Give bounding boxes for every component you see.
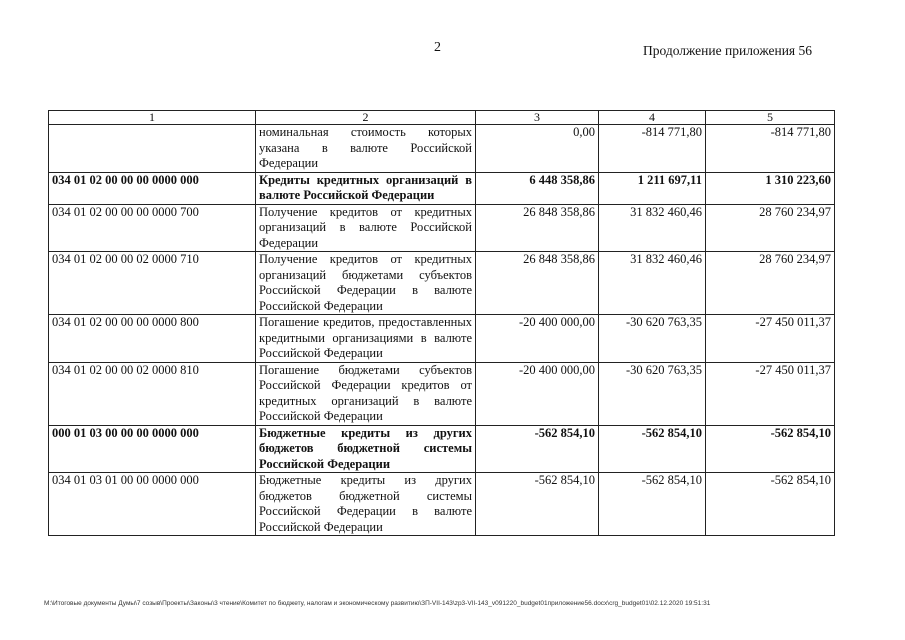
continuation-title: Продолжение приложения 56 (643, 43, 813, 58)
header-col-1: 1 (49, 111, 256, 125)
header-row (49, 111, 835, 125)
value-col-5-cell: 28 760 234,97 (706, 252, 835, 315)
name-cell: Кредиты кредитных организаций в валюте Российской Федерации (256, 172, 476, 204)
name-cell: Бюджетные кредиты из других бюджетов бюджетной системы Российской Федерации (256, 425, 476, 473)
code-cell: 034 01 02 00 00 02 0000 810 (49, 362, 256, 425)
table-row (49, 204, 835, 252)
code-cell: 034 01 02 00 00 00 0000 000 (49, 172, 256, 204)
code-cell: 034 01 03 01 00 00 0000 000 (49, 473, 256, 536)
name-cell: Получение кредитов от кредитных организаций бюджетами субъектов Российской Федерации в валюте Российской Федерации (256, 252, 476, 315)
value-col-3-cell: 26 848 358,86 (476, 252, 599, 315)
value-col-3-cell: 0,00 (476, 125, 599, 173)
value-col-3-cell: -20 400 000,00 (476, 362, 599, 425)
value-col-4-cell: -562 854,10 (599, 425, 706, 473)
code-cell (49, 125, 256, 173)
value-col-3-cell: 26 848 358,86 (476, 204, 599, 252)
name-cell: Бюджетные кредиты из других бюджетов бюджетной системы Российской Федерации в валюте Российской Федерации (256, 473, 476, 536)
header-col-3: 3 (476, 111, 599, 125)
file-path-footer: M:\Итоговые документы Думы\7 созыв\Проекты\Законы\3 чтение\Комитет по бюджету, налогам и экономическому развитию\ЗП-VII-143\zp3-VII-143_v091220_budget01приложение56.docx\crg_budget01\02.12.2020 19:51:31 (44, 600, 711, 607)
table-row (49, 425, 835, 473)
value-col-4-cell: 31 832 460,46 (599, 204, 706, 252)
value-col-5-cell: -562 854,10 (706, 425, 835, 473)
value-col-3-cell: -562 854,10 (476, 425, 599, 473)
name-cell: Погашение кредитов, предоставленных кредитными организациями в валюте Российской Федерации (256, 315, 476, 363)
value-col-5-cell: -562 854,10 (706, 473, 835, 536)
table-row (49, 125, 835, 173)
table-row (49, 473, 835, 536)
name-cell: номинальная стоимость которых указана в валюте Российской Федерации (256, 125, 476, 173)
code-cell: 000 01 03 00 00 00 0000 000 (49, 425, 256, 473)
table-row (49, 315, 835, 363)
header-col-4: 4 (599, 111, 706, 125)
value-col-4-cell: 31 832 460,46 (599, 252, 706, 315)
name-cell: Получение кредитов от кредитных организаций в валюте Российской Федерации (256, 204, 476, 252)
value-col-5-cell: 28 760 234,97 (706, 204, 835, 252)
table-row (49, 252, 835, 315)
table-row (49, 362, 835, 425)
code-cell: 034 01 02 00 00 00 0000 700 (49, 204, 256, 252)
header-col-2: 2 (256, 111, 476, 125)
budget-sources-table (48, 110, 835, 536)
value-col-4-cell: -30 620 763,35 (599, 362, 706, 425)
header-col-5: 5 (706, 111, 835, 125)
value-col-5-cell: -27 450 011,37 (706, 315, 835, 363)
table-row (49, 172, 835, 204)
value-col-4-cell: -562 854,10 (599, 473, 706, 536)
value-col-5-cell: -27 450 011,37 (706, 362, 835, 425)
code-cell: 034 01 02 00 00 00 0000 800 (49, 315, 256, 363)
value-col-4-cell: -814 771,80 (599, 125, 706, 173)
value-col-5-cell: -814 771,80 (706, 125, 835, 173)
value-col-3-cell: -20 400 000,00 (476, 315, 599, 363)
value-col-3-cell: -562 854,10 (476, 473, 599, 536)
page-number: 2 (434, 40, 441, 55)
name-cell: Погашение бюджетами субъектов Российской Федерации кредитов от кредитных организаций в валюте Российской Федерации (256, 362, 476, 425)
value-col-4-cell: -30 620 763,35 (599, 315, 706, 363)
value-col-3-cell: 6 448 358,86 (476, 172, 599, 204)
value-col-5-cell: 1 310 223,60 (706, 172, 835, 204)
value-col-4-cell: 1 211 697,11 (599, 172, 706, 204)
code-cell: 034 01 02 00 00 02 0000 710 (49, 252, 256, 315)
